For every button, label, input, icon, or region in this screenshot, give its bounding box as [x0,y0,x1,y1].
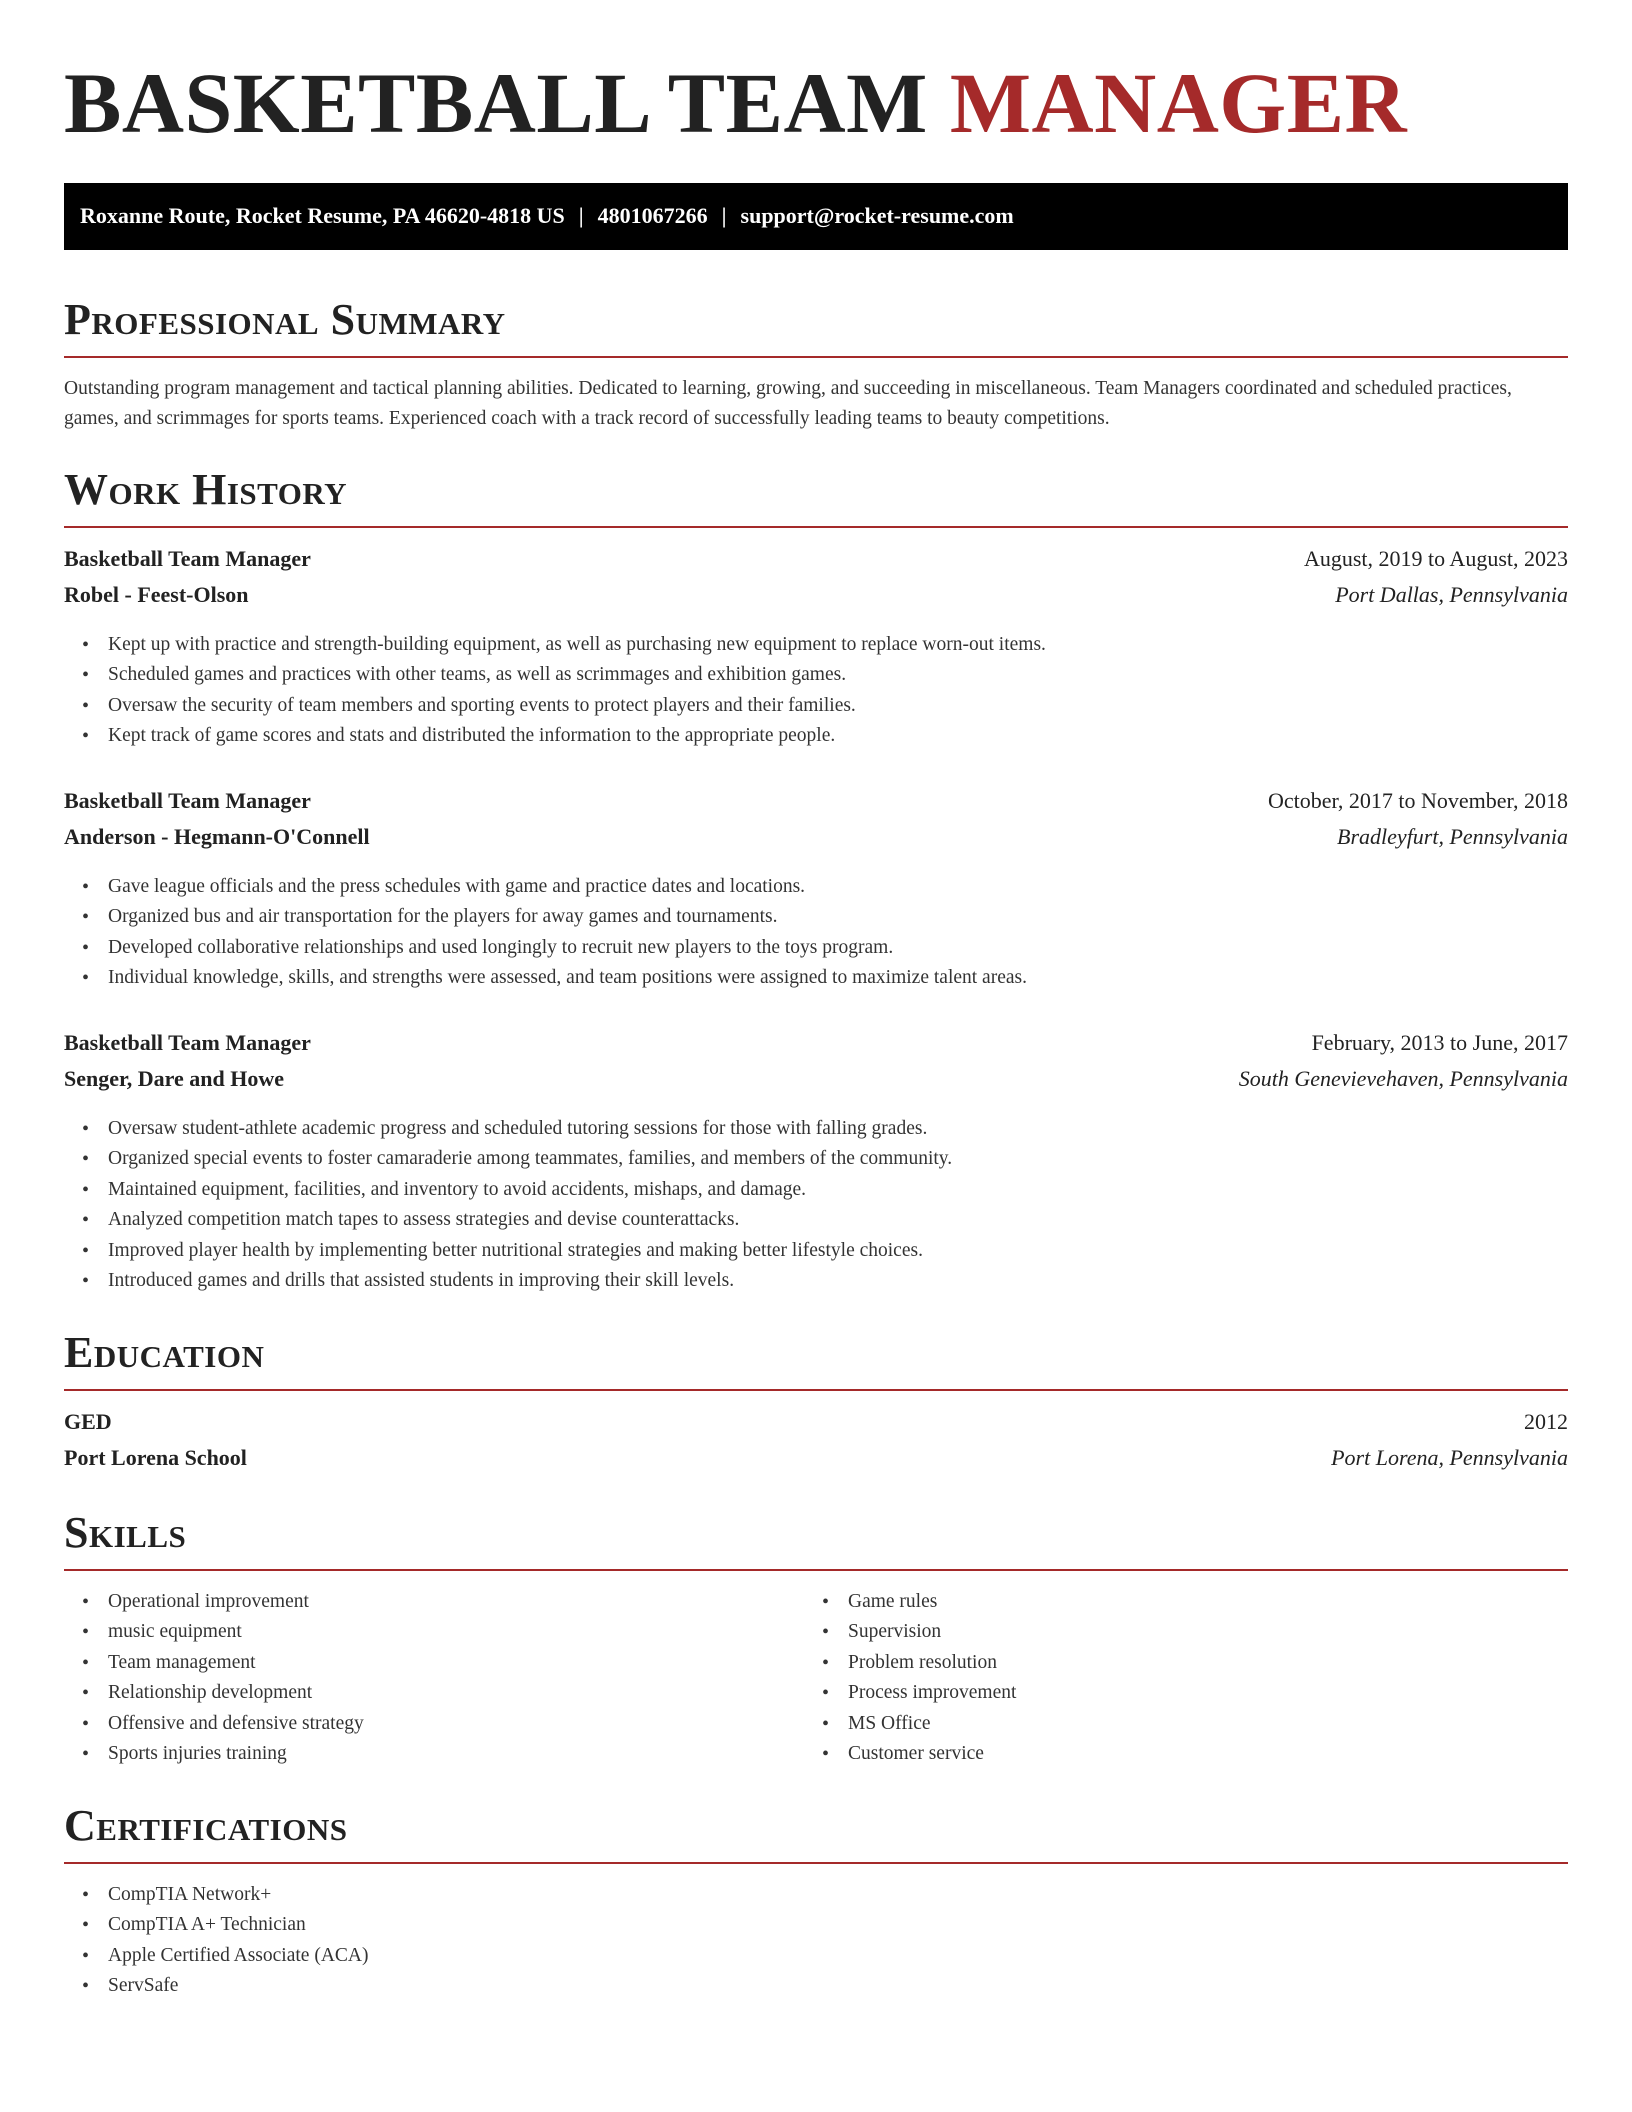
certification-item: • CompTIA Network+ [64,1880,1568,1911]
contact-separator: | [721,203,727,229]
job-entry [64,788,1568,994]
job-title: Basketball Team Manager [64,545,311,571]
job-company: Anderson - Hegmann-O'Connell [64,823,370,849]
skills-heading: Skills [64,1511,1568,1571]
education-school: Port Lorena School [64,1444,247,1470]
job-title: Basketball Team Manager [64,787,311,813]
education-heading: Education [64,1331,1568,1391]
education-entry [64,1409,1568,1481]
job-title: Basketball Team Manager [64,1029,311,1055]
skill-item: • Process improvement [804,1678,1544,1709]
contact-bar [64,183,1568,250]
summary-text: Outstanding program management and tactical planning abilities. Dedicated to learning, growing, and succeeding in miscellaneous. Team Managers coordinated and scheduled practices, games, and scrimmages for sports teams. Experienced coach with a track record of successfully leading teams to beauty competitions. [64,377,1512,429]
job-location: Bradleyfurt, Pennsylvania [1337,823,1568,849]
title-main: BASKETBALL TEAM [64,55,928,151]
education-year: 2012 [1524,1408,1568,1434]
skill-item: • Offensive and defensive strategy [64,1709,804,1740]
job-bullet: • Organized bus and air transportation for the players for away games and tournaments. [64,902,1568,933]
skill-item: • Sports injuries training [64,1739,804,1770]
job-bullet: • Maintained equipment, facilities, and inventory to avoid accidents, mishaps, and damage. [64,1175,1568,1206]
job-location: Port Dallas, Pennsylvania [1335,581,1568,607]
job-bullets [64,630,1568,752]
job-bullet: • Organized special events to foster camaraderie among teammates, families, and members of the community. [64,1144,1568,1175]
work-history-heading: Work History [64,468,1568,528]
education-degree: GED [64,1408,112,1434]
skill-item: • Supervision [804,1617,1544,1648]
job-bullet: • Developed collaborative relationships and used longingly to recruit new players to the toys program. [64,933,1568,964]
education-location: Port Lorena, Pennsylvania [1331,1444,1568,1470]
work-history-section [64,464,1568,1297]
contact-address: Roxanne Route, Rocket Resume, PA 46620-4818 US [80,203,565,229]
certification-item: • CompTIA A+ Technician [64,1910,1568,1941]
skill-item: • Problem resolution [804,1648,1544,1679]
skills-grid [64,1587,1568,1770]
job-bullet: • Gave league officials and the press schedules with game and practice dates and locations. [64,872,1568,903]
job-bullets [64,872,1568,994]
job-bullet: • Kept track of game scores and stats and distributed the information to the appropriate people. [64,721,1568,752]
job-bullet: • Oversaw student-athlete academic progress and scheduled tutoring sessions for those with falling grades. [64,1114,1568,1145]
job-bullet: • Introduced games and drills that assisted students in improving their skill levels. [64,1266,1568,1297]
job-company: Senger, Dare and Howe [64,1065,284,1091]
job-dates: February, 2013 to June, 2017 [1311,1029,1568,1055]
title-accent: MANAGER [949,55,1408,151]
skill-item: • Operational improvement [64,1587,804,1618]
resume-title [64,0,1568,151]
certification-item: • Apple Certified Associate (ACA) [64,1941,1568,1972]
job-dates: August, 2019 to August, 2023 [1303,545,1568,571]
skill-item: • Customer service [804,1739,1544,1770]
certifications-heading: Certifications [64,1804,1568,1864]
certifications-section [64,1800,1568,2002]
job-bullet: • Kept up with practice and strength-building equipment, as well as purchasing new equipment to replace worn-out items. [64,630,1568,661]
job-entry [64,1030,1568,1297]
job-entry [64,546,1568,752]
certifications-list [64,1880,1568,2002]
summary-section [64,294,1568,434]
skills-list-left [64,1587,804,1770]
job-bullets [64,1114,1568,1297]
contact-email: support@rocket-resume.com [740,203,1014,229]
job-company: Robel - Feest-Olson [64,581,249,607]
skill-item: • Team management [64,1648,804,1679]
certification-item: • ServSafe [64,1971,1568,2002]
job-bullet: • Analyzed competition match tapes to assess strategies and devise counterattacks. [64,1205,1568,1236]
skills-section [64,1507,1568,1770]
job-dates: October, 2017 to November, 2018 [1267,787,1568,813]
summary-heading: Professional Summary [64,298,1568,358]
skills-list-right [804,1587,1544,1770]
contact-phone: 4801067266 [597,203,708,229]
skill-item: • Relationship development [64,1678,804,1709]
job-bullet: • Oversaw the security of team members and sporting events to protect players and their families. [64,691,1568,722]
skill-item: • music equipment [64,1617,804,1648]
job-bullet: • Scheduled games and practices with other teams, as well as scrimmages and exhibition games. [64,660,1568,691]
skill-item: • Game rules [804,1587,1544,1618]
contact-separator: | [578,203,584,229]
job-bullet: • Improved player health by implementing better nutritional strategies and making better lifestyle choices. [64,1236,1568,1267]
skill-item: • MS Office [804,1709,1544,1740]
education-section [64,1327,1568,1481]
job-location: South Genevievehaven, Pennsylvania [1238,1065,1568,1091]
job-bullet: • Individual knowledge, skills, and strengths were assessed, and team positions were assigned to maximize talent areas. [64,963,1568,994]
